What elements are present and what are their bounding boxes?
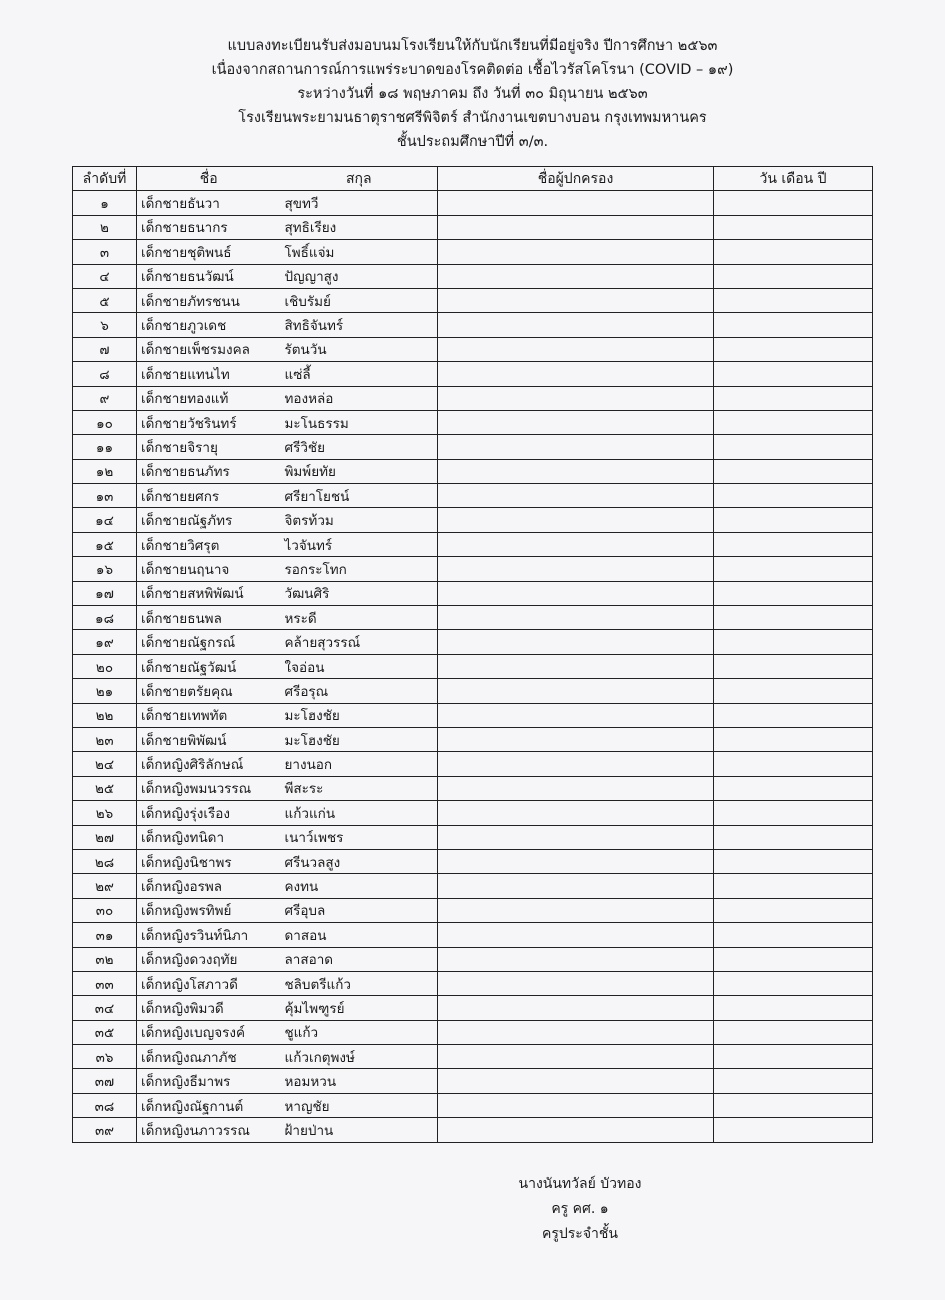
date-cell	[714, 849, 873, 873]
table-row	[73, 337, 873, 361]
guardian-name-cell	[438, 849, 714, 873]
table-row	[73, 532, 873, 556]
student-name: เด็กชายยศกร	[137, 484, 281, 508]
guardian-name-cell	[438, 996, 714, 1020]
table-row	[73, 801, 873, 825]
date-cell	[714, 435, 873, 459]
date-cell	[714, 947, 873, 971]
guardian-name-cell	[438, 898, 714, 922]
student-name: เด็กหญิงนภาวรรณ	[137, 1118, 281, 1142]
row-number: ๑๒	[73, 459, 137, 483]
student-name: เด็กชายณัฐกรณ์	[137, 630, 281, 654]
form-subtitle: เนื่องจากสถานการณ์การแพร่ระบาดของโรคติดต่อ เชื้อไวรัสโคโรนา (COVID – ๑๙)	[211, 62, 734, 78]
guardian-name-cell	[438, 630, 714, 654]
signature-block	[490, 1172, 670, 1247]
student-surname: ใจอ่อน	[281, 654, 438, 678]
guardian-name-cell	[438, 923, 714, 947]
student-surname: หอมหวน	[281, 1069, 438, 1093]
student-surname: ศรียาโยชน์	[281, 484, 438, 508]
row-number: ๒	[73, 215, 137, 239]
row-number: ๖	[73, 313, 137, 337]
table-row	[73, 191, 873, 215]
student-name: เด็กชายชุติพนธ์	[137, 240, 281, 264]
student-name: เด็กชายธนพล	[137, 606, 281, 630]
table-row	[73, 874, 873, 898]
header-name: ชื่อ	[137, 167, 281, 191]
guardian-name-cell	[438, 679, 714, 703]
date-cell	[714, 410, 873, 434]
date-cell	[714, 240, 873, 264]
table-header-row	[73, 167, 873, 191]
student-name: เด็กชายณัฐภัทร	[137, 508, 281, 532]
table-row	[73, 288, 873, 312]
table-row	[73, 435, 873, 459]
teacher-position: ครู คศ. ๑	[551, 1201, 609, 1217]
student-surname: รอกระโทก	[281, 557, 438, 581]
row-number: ๑๗	[73, 581, 137, 605]
guardian-name-cell	[438, 947, 714, 971]
student-name: เด็กชายตรัยคุณ	[137, 679, 281, 703]
student-name: เด็กชายธนากร	[137, 215, 281, 239]
date-cell	[714, 508, 873, 532]
table-row	[73, 996, 873, 1020]
row-number: ๑๘	[73, 606, 137, 630]
row-number: ๓๒	[73, 947, 137, 971]
student-surname: คล้ายสุวรรณ์	[281, 630, 438, 654]
guardian-name-cell	[438, 386, 714, 410]
student-roster-table	[72, 166, 873, 1143]
date-cell	[714, 191, 873, 215]
row-number: ๓๗	[73, 1069, 137, 1093]
table-row	[73, 654, 873, 678]
student-name: เด็กหญิงนิชาพร	[137, 849, 281, 873]
row-number: ๒๖	[73, 801, 137, 825]
date-cell	[714, 1069, 873, 1093]
guardian-name-cell	[438, 703, 714, 727]
student-name: เด็กหญิงศิริลักษณ์	[137, 752, 281, 776]
student-name: เด็กชายณัฐวัฒน์	[137, 654, 281, 678]
guardian-name-cell	[438, 874, 714, 898]
row-number: ๑๔	[73, 508, 137, 532]
student-name: เด็กหญิงพมนวรรณ	[137, 776, 281, 800]
row-number: ๑๓	[73, 484, 137, 508]
student-name: เด็กชายเทพทัต	[137, 703, 281, 727]
table-row	[73, 362, 873, 386]
row-number: ๑๑	[73, 435, 137, 459]
date-cell	[714, 776, 873, 800]
row-number: ๓๔	[73, 996, 137, 1020]
guardian-name-cell	[438, 654, 714, 678]
row-number: ๓	[73, 240, 137, 264]
row-number: ๒๔	[73, 752, 137, 776]
row-number: ๒๙	[73, 874, 137, 898]
student-surname: ชลิบตรีแก้ว	[281, 971, 438, 995]
student-name: เด็กหญิงรวินท์นิภา	[137, 923, 281, 947]
row-number: ๓๓	[73, 971, 137, 995]
student-surname: ไวจันทร์	[281, 532, 438, 556]
student-surname: ดาสอน	[281, 923, 438, 947]
student-name: เด็กชายแทนไท	[137, 362, 281, 386]
student-surname: สิทธิจันทร์	[281, 313, 438, 337]
row-number: ๒๐	[73, 654, 137, 678]
date-cell	[714, 581, 873, 605]
guardian-name-cell	[438, 581, 714, 605]
date-cell	[714, 898, 873, 922]
table-row	[73, 752, 873, 776]
date-cell	[714, 996, 873, 1020]
student-surname: เชิบรัมย์	[281, 288, 438, 312]
student-surname: สุทธิเรียง	[281, 215, 438, 239]
row-number: ๑๙	[73, 630, 137, 654]
table-row	[73, 557, 873, 581]
row-number: ๒๓	[73, 727, 137, 751]
student-surname: ชูแก้ว	[281, 1020, 438, 1044]
student-name: เด็กชายธนภัทร	[137, 459, 281, 483]
date-cell	[714, 923, 873, 947]
header-guardian: ชื่อผู้ปกครอง	[438, 167, 714, 191]
school-name: โรงเรียนพระยามนธาตุราชศรีพิจิตร์ สำนักงานเขตบางบอน กรุงเทพมหานคร	[238, 110, 707, 126]
student-surname: วัฒนศิริ	[281, 581, 438, 605]
student-surname: ยางนอก	[281, 752, 438, 776]
date-cell	[714, 801, 873, 825]
student-name: เด็กชายเพ็ชรมงคล	[137, 337, 281, 361]
student-surname: คุ้มไพฑูรย์	[281, 996, 438, 1020]
table-row	[73, 947, 873, 971]
table-row	[73, 727, 873, 751]
guardian-name-cell	[438, 1045, 714, 1069]
student-name: เด็กชายสหพิพัฒน์	[137, 581, 281, 605]
student-surname: มะโนธรรม	[281, 410, 438, 434]
student-name: เด็กหญิงรุ่งเรือง	[137, 801, 281, 825]
header-surname: สกุล	[281, 167, 438, 191]
date-cell	[714, 337, 873, 361]
guardian-name-cell	[438, 752, 714, 776]
table-row	[73, 898, 873, 922]
guardian-name-cell	[438, 508, 714, 532]
row-number: ๙	[73, 386, 137, 410]
table-row	[73, 1069, 873, 1093]
table-row	[73, 1045, 873, 1069]
student-name: เด็กชายธันวา	[137, 191, 281, 215]
table-row	[73, 825, 873, 849]
date-cell	[714, 264, 873, 288]
date-cell	[714, 1020, 873, 1044]
student-surname: โพธิ์แจ่ม	[281, 240, 438, 264]
row-number: ๒๑	[73, 679, 137, 703]
student-name: เด็กหญิงดวงฤทัย	[137, 947, 281, 971]
student-name: เด็กชายภัทรชนน	[137, 288, 281, 312]
guardian-name-cell	[438, 484, 714, 508]
table-row	[73, 1020, 873, 1044]
student-name: เด็กหญิงณภาภัช	[137, 1045, 281, 1069]
document-header	[0, 34, 945, 154]
student-surname: แซ่ลี้	[281, 362, 438, 386]
row-number: ๓๕	[73, 1020, 137, 1044]
class-level: ชั้นประถมศึกษาปีที่ ๓/๓.	[396, 134, 549, 150]
table-row	[73, 313, 873, 337]
student-name: เด็กหญิงพรทิพย์	[137, 898, 281, 922]
date-cell	[714, 752, 873, 776]
date-cell	[714, 288, 873, 312]
student-surname: แก้วแก่น	[281, 801, 438, 825]
date-cell	[714, 606, 873, 630]
guardian-name-cell	[438, 313, 714, 337]
student-surname: สุขทวี	[281, 191, 438, 215]
row-number: ๔	[73, 264, 137, 288]
date-cell	[714, 874, 873, 898]
date-cell	[714, 557, 873, 581]
table-row	[73, 264, 873, 288]
date-cell	[714, 313, 873, 337]
guardian-name-cell	[438, 288, 714, 312]
guardian-name-cell	[438, 557, 714, 581]
student-name: เด็กหญิงทนิดา	[137, 825, 281, 849]
student-name: เด็กชายจิรายุ	[137, 435, 281, 459]
guardian-name-cell	[438, 459, 714, 483]
guardian-name-cell	[438, 435, 714, 459]
student-surname: หระดี	[281, 606, 438, 630]
table-row	[73, 923, 873, 947]
guardian-name-cell	[438, 215, 714, 239]
guardian-name-cell	[438, 337, 714, 361]
table-row	[73, 606, 873, 630]
student-name: เด็กหญิงเบญจรงค์	[137, 1020, 281, 1044]
table-row	[73, 215, 873, 239]
date-cell	[714, 1093, 873, 1117]
date-range: ระหว่างวันที่ ๑๘ พฤษภาคม ถึง วันที่ ๓๐ มิถุนายน ๒๕๖๓	[297, 86, 648, 102]
guardian-name-cell	[438, 240, 714, 264]
row-number: ๒๗	[73, 825, 137, 849]
row-number: ๓๖	[73, 1045, 137, 1069]
date-cell	[714, 630, 873, 654]
table-body	[73, 191, 873, 1142]
student-name: เด็กหญิงพิมวดี	[137, 996, 281, 1020]
student-surname: จิตรท้วม	[281, 508, 438, 532]
student-surname: พิมพ์ยทัย	[281, 459, 438, 483]
row-number: ๒๘	[73, 849, 137, 873]
table-row	[73, 971, 873, 995]
student-name: เด็กชายพิพัฒน์	[137, 727, 281, 751]
guardian-name-cell	[438, 362, 714, 386]
date-cell	[714, 1045, 873, 1069]
row-number: ๒๕	[73, 776, 137, 800]
date-cell	[714, 459, 873, 483]
table-row	[73, 776, 873, 800]
row-number: ๗	[73, 337, 137, 361]
row-number: ๓๐	[73, 898, 137, 922]
guardian-name-cell	[438, 532, 714, 556]
student-surname: ฝ้ายป่าน	[281, 1118, 438, 1142]
guardian-name-cell	[438, 727, 714, 751]
student-name: เด็กหญิงอรพล	[137, 874, 281, 898]
guardian-name-cell	[438, 410, 714, 434]
table-row	[73, 703, 873, 727]
table-row	[73, 581, 873, 605]
student-name: เด็กชายวิศรุต	[137, 532, 281, 556]
student-surname: ปัญญาสูง	[281, 264, 438, 288]
student-surname: มะโฮงชัย	[281, 703, 438, 727]
table-row	[73, 508, 873, 532]
date-cell	[714, 1118, 873, 1142]
guardian-name-cell	[438, 606, 714, 630]
student-surname: ศรีอรุณ	[281, 679, 438, 703]
guardian-name-cell	[438, 801, 714, 825]
student-surname: ศรีนวลสูง	[281, 849, 438, 873]
date-cell	[714, 679, 873, 703]
teacher-role: ครูประจำชั้น	[542, 1226, 618, 1242]
guardian-name-cell	[438, 825, 714, 849]
row-number: ๓๘	[73, 1093, 137, 1117]
date-cell	[714, 484, 873, 508]
student-surname: ลาสอาด	[281, 947, 438, 971]
row-number: ๑	[73, 191, 137, 215]
header-no: ลำดับที่	[73, 167, 137, 191]
date-cell	[714, 654, 873, 678]
student-name: เด็กหญิงณัฐกานต์	[137, 1093, 281, 1117]
student-name: เด็กชายทองแท้	[137, 386, 281, 410]
row-number: ๑๐	[73, 410, 137, 434]
table-row	[73, 459, 873, 483]
guardian-name-cell	[438, 971, 714, 995]
row-number: ๓๑	[73, 923, 137, 947]
date-cell	[714, 532, 873, 556]
table-row	[73, 410, 873, 434]
table-row	[73, 1093, 873, 1117]
guardian-name-cell	[438, 1093, 714, 1117]
table-row	[73, 1118, 873, 1142]
row-number: ๒๒	[73, 703, 137, 727]
student-name: เด็กหญิงโสภาวดี	[137, 971, 281, 995]
header-date: วัน เดือน ปี	[714, 167, 873, 191]
student-surname: พีสะระ	[281, 776, 438, 800]
student-name: เด็กหญิงธีมาพร	[137, 1069, 281, 1093]
table-row	[73, 484, 873, 508]
table-row	[73, 386, 873, 410]
row-number: ๑๖	[73, 557, 137, 581]
row-number: ๑๕	[73, 532, 137, 556]
student-surname: หาญชัย	[281, 1093, 438, 1117]
table-row	[73, 240, 873, 264]
student-surname: มะโฮงชัย	[281, 727, 438, 751]
guardian-name-cell	[438, 1069, 714, 1093]
row-number: ๓๙	[73, 1118, 137, 1142]
date-cell	[714, 971, 873, 995]
student-surname: คงทน	[281, 874, 438, 898]
guardian-name-cell	[438, 264, 714, 288]
table-row	[73, 630, 873, 654]
guardian-name-cell	[438, 191, 714, 215]
table-row	[73, 849, 873, 873]
student-surname: ศรีวิชัย	[281, 435, 438, 459]
student-name: เด็กชายภูวเดช	[137, 313, 281, 337]
date-cell	[714, 386, 873, 410]
form-title: แบบลงทะเบียนรับส่งมอบนมโรงเรียนให้กับนักเรียนที่มีอยู่จริง ปีการศึกษา ๒๕๖๓	[227, 38, 718, 54]
guardian-name-cell	[438, 1020, 714, 1044]
date-cell	[714, 215, 873, 239]
row-number: ๘	[73, 362, 137, 386]
date-cell	[714, 362, 873, 386]
student-name: เด็กชายนฤนาจ	[137, 557, 281, 581]
student-surname: รัตนวัน	[281, 337, 438, 361]
row-number: ๕	[73, 288, 137, 312]
date-cell	[714, 703, 873, 727]
student-surname: แก้วเกตุพงษ์	[281, 1045, 438, 1069]
student-surname: ทองหล่อ	[281, 386, 438, 410]
date-cell	[714, 825, 873, 849]
student-surname: เนาว์เพชร	[281, 825, 438, 849]
guardian-name-cell	[438, 776, 714, 800]
student-name: เด็กชายวัชรินทร์	[137, 410, 281, 434]
date-cell	[714, 727, 873, 751]
guardian-name-cell	[438, 1118, 714, 1142]
table-row	[73, 679, 873, 703]
student-name: เด็กชายธนวัฒน์	[137, 264, 281, 288]
teacher-name: นางนันทวัลย์ บัวทอง	[518, 1176, 642, 1192]
student-surname: ศรีอุบล	[281, 898, 438, 922]
